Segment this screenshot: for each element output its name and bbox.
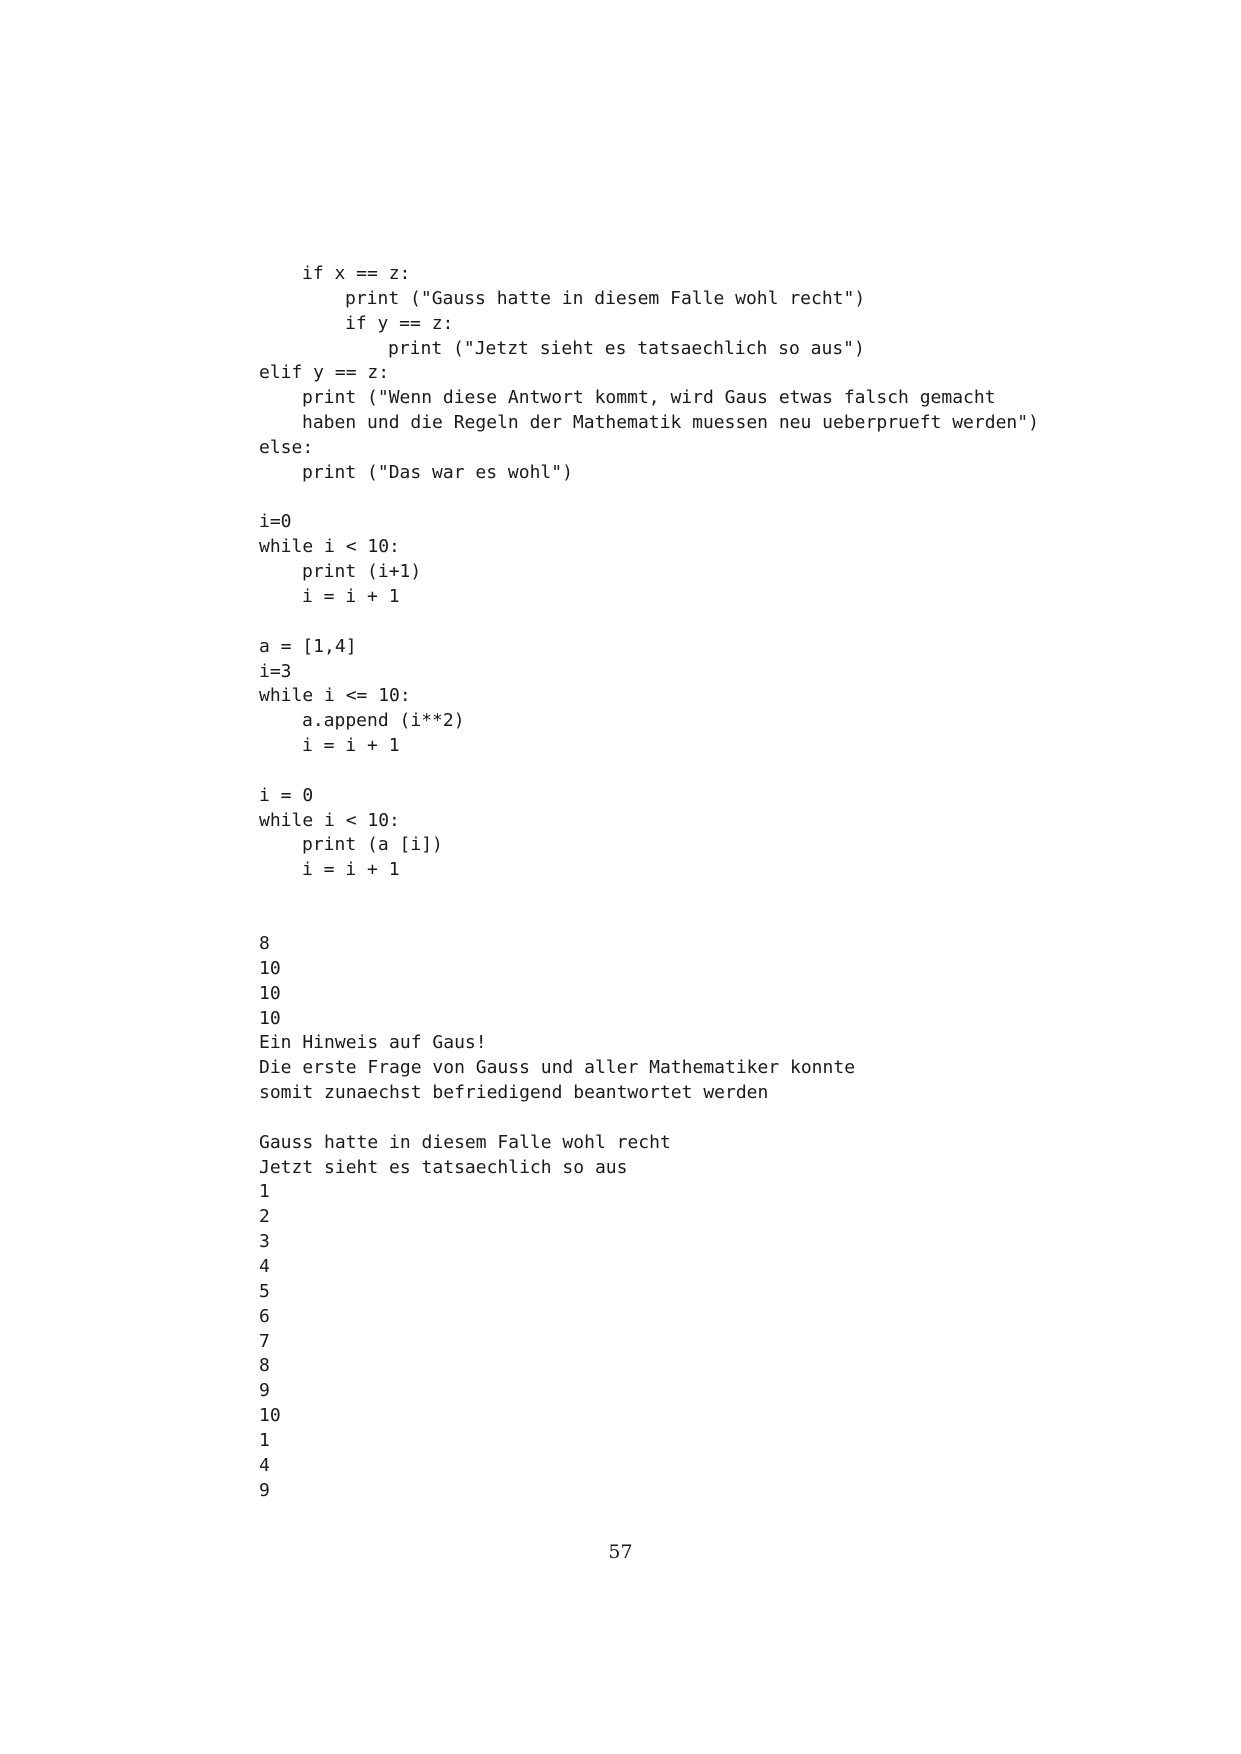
output-line: somit zunaechst befriedigend beantwortet werden [259, 1082, 769, 1104]
code-line [259, 610, 1159, 635]
code-line: print (a [i]) [302, 834, 443, 856]
output-line: 8 [259, 1355, 270, 1377]
code-line: while i <= 10: [259, 685, 411, 707]
code-line: print ("Jetzt sieht es tatsaechlich so aus") [388, 337, 865, 359]
code-line: a = [1,4] [259, 635, 357, 657]
output-line: 10 [259, 1405, 281, 1427]
code-line: a.append (i**2) [302, 710, 465, 732]
code-line: if x == z: [302, 263, 411, 284]
code-line: print (i+1) [302, 561, 422, 583]
output-line: 9 [259, 1479, 270, 1501]
code-line: print ("Das war es wohl") [302, 461, 573, 483]
code-line [259, 486, 1159, 511]
code-line: i = i + 1 [302, 859, 400, 881]
output-line: 10 [259, 1007, 281, 1029]
code-line: while i < 10: [259, 809, 400, 831]
output-line: Die erste Frage von Gauss und aller Mathematiker konnte [259, 1057, 856, 1079]
output-line: 6 [259, 1305, 270, 1327]
code-line: haben und die Regeln der Mathematik muessen neu ueberprueft werden") [302, 412, 1039, 434]
code-listing [259, 262, 1159, 883]
code-line: if y == z: [345, 312, 454, 334]
output-line: 5 [259, 1280, 270, 1302]
code-line: elif y == z: [259, 362, 390, 384]
code-line: i = i + 1 [302, 585, 400, 607]
output-line: 10 [259, 957, 281, 979]
output-line: 1 [259, 1429, 270, 1451]
code-line: i=0 [259, 511, 292, 533]
code-line: while i < 10: [259, 536, 400, 558]
code-line: i = 0 [259, 784, 314, 806]
code-line: else: [259, 436, 314, 458]
output-line: 2 [259, 1206, 270, 1228]
code-line: i=3 [259, 660, 292, 682]
output-line: 4 [259, 1255, 270, 1277]
output-line: 3 [259, 1231, 270, 1253]
output-line: 10 [259, 982, 281, 1004]
code-line: print ("Wenn diese Antwort kommt, wird Gaus etwas falsch gemacht [302, 387, 996, 409]
output-line: 8 [259, 933, 270, 954]
output-line: 1 [259, 1181, 270, 1203]
code-line: print ("Gauss hatte in diesem Falle wohl recht") [345, 287, 866, 309]
program-output [259, 932, 1159, 1503]
output-line: 4 [259, 1454, 270, 1476]
output-line: Ein Hinweis auf Gaus! [259, 1032, 487, 1054]
code-line [259, 759, 1159, 784]
output-line: 9 [259, 1380, 270, 1402]
code-line: i = i + 1 [302, 735, 400, 757]
output-line: Gauss hatte in diesem Falle wohl recht [259, 1131, 671, 1153]
output-line [259, 1106, 1159, 1131]
page-number: 57 [608, 1541, 633, 1563]
output-line: Jetzt sieht es tatsaechlich so aus [259, 1156, 628, 1178]
output-line: 7 [259, 1330, 270, 1352]
